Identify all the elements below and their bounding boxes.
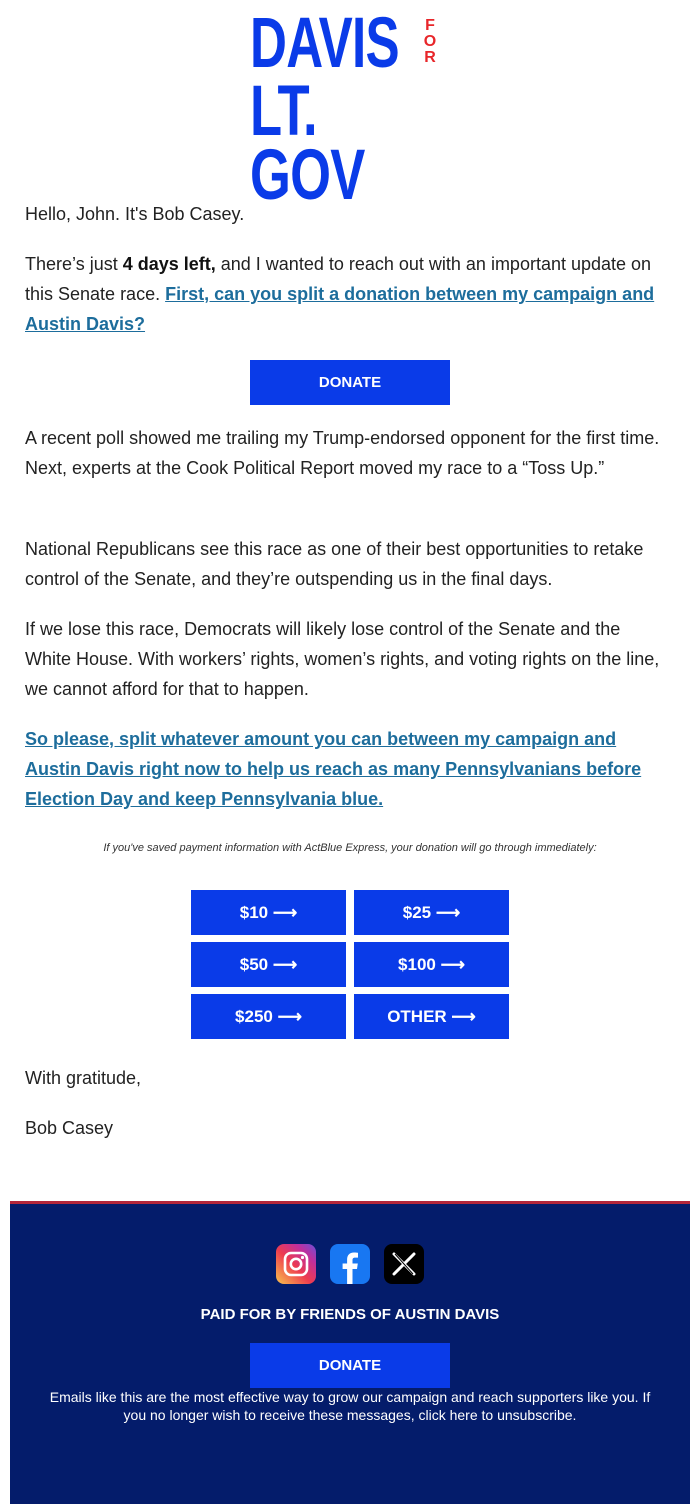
donate-amount-50-button[interactable]: $50 ⟶ [191,942,346,987]
unsubscribe-notice: Emails like this are the most effective way to grow our campaign and reach supporters like you. If you no longer wish to receive these messages, click here to unsubscribe. [49,1389,651,1423]
x-icon[interactable] [384,1244,424,1284]
instagram-icon[interactable] [276,1244,316,1284]
signoff: With gratitude, [25,1068,142,1088]
actblue-express-note: If you've saved payment information with ActBlue Express, your donation will go through immediately: [103,842,597,854]
intro-text-cont: and I wanted to reach out with an important update on this Senate race. [25,254,652,304]
stakes-paragraph: If we lose this race, Democrats will likely lose control of the Senate and the White House. With workers’ rights, women’s rights, and voting rights on the line, we cannot afford for that to happen. [25,619,660,699]
campaign-logo [250,4,450,215]
split-donation-link[interactable]: First, can you split a donation between my campaign and Austin Davis? [25,284,655,334]
footer [10,1201,690,1504]
logo-for-letter: R [424,49,436,66]
intro-text: There’s just [25,254,123,274]
signature: Bob Casey [25,1118,114,1138]
poll-paragraph: A recent poll showed me trailing my Trump-endorsed opponent for the first time. Next, experts at the Cook Political Report moved my race to a “Toss Up.” [25,428,660,478]
cta-paragraph [25,724,665,814]
intro-paragraph [25,249,665,339]
donate-button[interactable]: DONATE [250,360,450,405]
days-left: 4 days left, [122,254,216,274]
paid-for-disclaimer: PAID FOR BY FRIENDS OF AUSTIN DAVIS [200,1306,500,1323]
donate-amount-100-button[interactable]: $100 ⟶ [354,942,509,987]
logo-for-letter: F [425,17,435,34]
split-donation-cta-link[interactable]: So please, split whatever amount you can between my campaign and Austin Davis right now to help us reach as many Pennsylvanians before Election Day and keep Pennsylvania blue. [25,729,642,809]
logo-for-letter: O [423,33,437,50]
donate-amount-10-button[interactable]: $10 ⟶ [191,890,346,935]
logo-for [420,18,440,66]
donate-amount-25-button[interactable]: $25 ⟶ [354,890,509,935]
logo-line-davis: DAVIS [250,4,399,83]
donate-amount-other-button[interactable]: OTHER ⟶ [354,994,509,1039]
donate-amount-250-button[interactable]: $250 ⟶ [191,994,346,1039]
republicans-paragraph: National Republicans see this race as one of their best opportunities to retake control of the Senate, and they’re outspending us in the final days. [25,539,644,589]
logo-line-lt-gov: LT. GOV [250,72,365,215]
greeting: Hello, John. It's Bob Casey. [25,204,245,224]
footer-donate-button[interactable]: DONATE [250,1343,450,1388]
facebook-icon[interactable] [330,1244,370,1284]
